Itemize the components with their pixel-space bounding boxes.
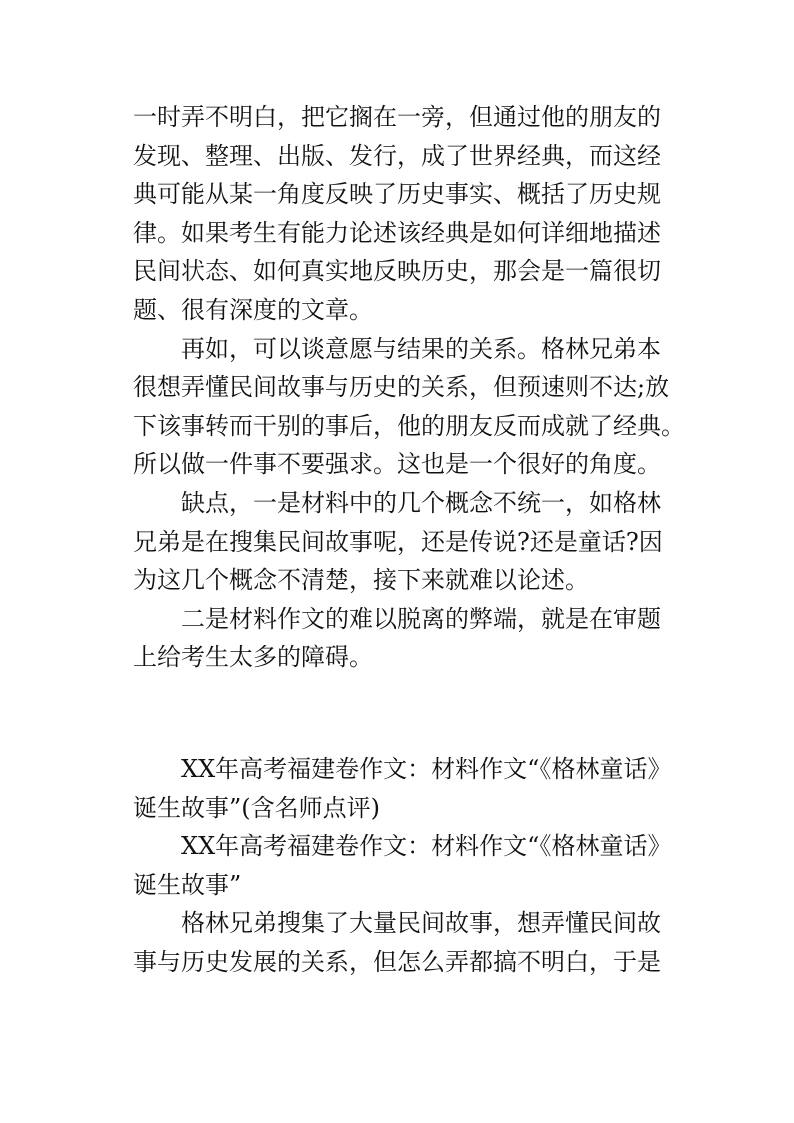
article-subtitle	[133, 827, 672, 904]
document-body	[133, 98, 685, 981]
text-line: 上给考生太多的障碍。	[133, 643, 373, 672]
paragraph-2	[133, 330, 685, 484]
paragraph-1	[133, 98, 669, 330]
text-line: 所以做一件事不要强求。这也是一个很好的角度。	[133, 450, 661, 479]
text-line: XX年高考福建卷作文：材料作文“《格林童话》	[181, 832, 672, 861]
text-line: 二是材料作文的难以脱离的弊端，就是在审题	[181, 604, 661, 633]
text-line: 下该事转而干别的事后，他的朋友反而成就了经典。	[133, 411, 685, 440]
text-line: 题、很有深度的文章。	[133, 295, 373, 324]
text-line: 为这几个概念不清楚，接下来就难以论述。	[133, 566, 589, 595]
text-line: 律。如果考生有能力论述该经典是如何详细地描述	[133, 218, 661, 247]
paragraph-5	[133, 904, 669, 981]
paragraph-3	[133, 484, 669, 600]
text-line: XX年高考福建卷作文：材料作文“《格林童话》	[181, 754, 672, 783]
text-line: 发现、整理、出版、发行，成了世界经典，而这经	[133, 141, 661, 170]
text-line: 民间状态、如何真实地反映历史，那会是一篇很切	[133, 257, 661, 286]
article-title	[133, 750, 672, 827]
section-gap	[133, 677, 669, 750]
text-line: 事与历史发展的关系，但怎么弄都搞不明白，于是	[133, 947, 661, 976]
text-line: 一时弄不明白，把它搁在一旁，但通过他的朋友的	[133, 103, 661, 131]
text-line: 格林兄弟搜集了大量民间故事，想弄懂民间故	[181, 909, 661, 938]
text-line: 再如，可以谈意愿与结果的关系。格林兄弟本	[181, 334, 661, 363]
text-line: 诞生故事”	[133, 870, 242, 899]
text-line: 典可能从某一角度反映了历史事实、概括了历史规	[133, 180, 661, 209]
text-line: 缺点，一是材料中的几个概念不统一，如格林	[181, 488, 661, 517]
paragraph-4	[133, 600, 669, 677]
text-line: 诞生故事”(含名师点评)	[133, 793, 380, 822]
text-line: 兄弟是在搜集民间故事呢，还是传说?还是童话?因	[133, 527, 663, 556]
text-line: 很想弄懂民间故事与历史的关系，但预速则不达;放	[133, 373, 670, 402]
